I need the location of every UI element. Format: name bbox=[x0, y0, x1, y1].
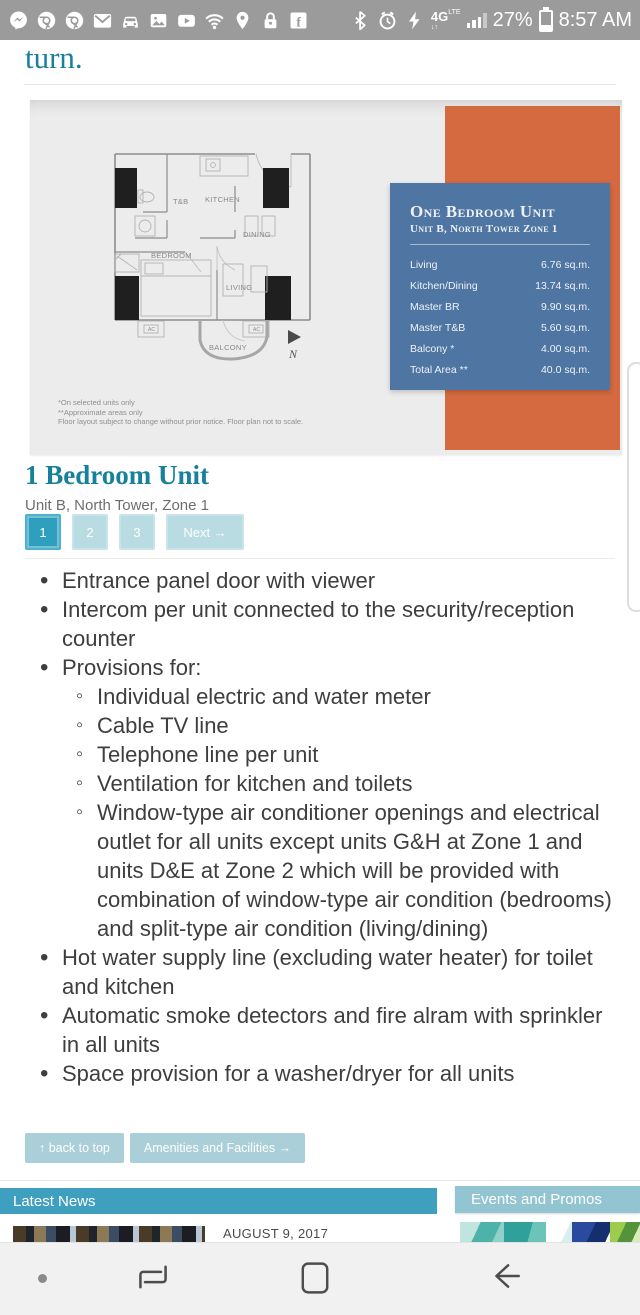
feature-item: • Intercom per unit connected to the security/reception counter bbox=[0, 595, 616, 653]
area-row: Balcony * 4.00 sq.m. bbox=[410, 342, 590, 355]
room-label-tb: T&B bbox=[173, 197, 189, 206]
area-row: Living 6.76 sq.m. bbox=[410, 258, 590, 271]
feature-sub-item: ◦ Window-type air conditioner openings and electrical outlet for all units except units G&H at Zone 1 and units D&E at Zone 2 which will be provided with combination of window-type air condition (bedrooms) and split-type air condition (living/dining) bbox=[62, 798, 616, 943]
bluetooth-icon bbox=[350, 10, 371, 31]
pagination-page-1[interactable]: 1 bbox=[25, 514, 61, 550]
pagination-next-button[interactable]: Next → bbox=[166, 514, 244, 550]
room-label-dining: DINING bbox=[243, 230, 272, 239]
unit-subtitle: Unit B, North Tower, Zone 1 bbox=[25, 497, 209, 514]
feature-sub-item: ◦ Ventilation for kitchen and toilets bbox=[62, 769, 616, 798]
notification-icons bbox=[8, 10, 309, 31]
status-bar bbox=[0, 0, 640, 40]
gallery-icon bbox=[148, 10, 169, 31]
android-navigation-bar bbox=[0, 1242, 640, 1315]
pagination bbox=[25, 514, 244, 550]
feature-item: • Space provision for a washer/dryer for all units bbox=[0, 1059, 616, 1088]
ac-label: AC bbox=[253, 327, 260, 333]
area-row: Kitchen/Dining 13.74 sq.m. bbox=[410, 279, 590, 292]
panel-subtitle: Unit B, North Tower Zone 1 bbox=[410, 222, 558, 235]
area-row: Master BR 9.90 sq.m. bbox=[410, 300, 590, 313]
lock-icon bbox=[260, 10, 281, 31]
chrome-icon bbox=[64, 10, 85, 31]
floor-plan-image[interactable] bbox=[30, 100, 622, 455]
room-label-bedroom: BEDROOM bbox=[151, 251, 192, 260]
page-title-fragment: turn. bbox=[25, 40, 83, 75]
panel-divider bbox=[410, 244, 590, 245]
panel-title: One Bedroom Unit bbox=[410, 202, 556, 221]
chrome-icon bbox=[36, 10, 57, 31]
news-article-date: AUGUST 9, 2017 bbox=[223, 1226, 329, 1241]
divider bbox=[25, 558, 615, 559]
events-promos-header: Events and Promos bbox=[455, 1186, 640, 1213]
feature-item: • Hot water supply line (excluding water heater) for toilet and kitchen bbox=[0, 943, 616, 1001]
latest-news-header: Latest News bbox=[0, 1188, 437, 1214]
room-label-living: LIVING bbox=[226, 283, 253, 292]
recent-apps-icon[interactable] bbox=[138, 1261, 168, 1293]
system-status-icons bbox=[350, 8, 632, 32]
feature-sub-item: ◦ Telephone line per unit bbox=[62, 740, 616, 769]
floor-plan-fine-print: *On selected units only **Approximate areas only Floor layout subject to change without prior notice. Floor plan not to scale. bbox=[58, 398, 304, 426]
scrollbar[interactable] bbox=[627, 362, 640, 612]
gmail-icon bbox=[92, 10, 113, 31]
feature-sub-item: ◦ Cable TV line bbox=[62, 711, 616, 740]
edge-panel-handle-icon[interactable] bbox=[38, 1274, 47, 1283]
home-button-icon[interactable] bbox=[300, 1261, 330, 1295]
facebook-icon bbox=[288, 10, 309, 31]
car-icon bbox=[120, 10, 141, 31]
area-row: Master T&B 5.60 sq.m. bbox=[410, 321, 590, 334]
unit-info-panel bbox=[390, 183, 610, 390]
pagination-page-2[interactable]: 2 bbox=[72, 514, 108, 550]
maps-icon bbox=[232, 10, 253, 31]
divider bbox=[0, 1180, 640, 1181]
power-saving-icon bbox=[404, 10, 425, 31]
battery-icon bbox=[539, 10, 553, 32]
north-label: N bbox=[289, 347, 298, 361]
feature-item: • Automatic smoke detectors and fire alram with sprinkler in all units bbox=[0, 1001, 616, 1059]
area-row: Total Area ** 40.0 sq.m. bbox=[410, 363, 590, 376]
messenger-icon bbox=[8, 10, 29, 31]
alarm-icon bbox=[377, 10, 398, 31]
amenities-facilities-button[interactable]: Amenities and Facilities → bbox=[130, 1133, 305, 1163]
signal-bars-icon bbox=[467, 12, 487, 28]
page-title: 1 Bedroom Unit bbox=[25, 460, 210, 490]
svg-text:f: f bbox=[296, 13, 301, 29]
room-label-balcony: BALCONY bbox=[209, 343, 247, 352]
wifi-icon bbox=[204, 10, 225, 31]
feature-item: • Entrance panel door with viewer bbox=[0, 566, 616, 595]
features-list bbox=[0, 566, 616, 1088]
feature-sub-item: ◦ Individual electric and water meter bbox=[62, 682, 616, 711]
ac-label: AC bbox=[148, 327, 155, 333]
north-arrow-icon bbox=[288, 330, 301, 344]
youtube-icon bbox=[176, 10, 197, 31]
feature-item: • Provisions for: ◦ Individual electric and water meter ◦ Cable TV line ◦ Telephone line per unit ◦ Ventilation for kitchen and toilets ◦ Window-type air conditioner openings and electrical outlet for all units except units G&H at Zone 1 and units D&E at Zone 2 which will be provided with combination of window-type air condition (bedrooms) and split-type air condition (living/dining) bbox=[0, 653, 616, 943]
footer-buttons bbox=[25, 1133, 305, 1163]
network-type-indicator: $4G^{LTE}$ ↓↑ bbox=[430, 9, 461, 31]
room-label-kitchen: KITCHEN bbox=[205, 195, 241, 204]
divider bbox=[25, 84, 615, 85]
back-button-icon[interactable] bbox=[490, 1261, 522, 1291]
pagination-page-3[interactable]: 3 bbox=[119, 514, 155, 550]
floor-plan-drawing bbox=[105, 142, 355, 382]
clock: 8:57 AM bbox=[558, 8, 632, 31]
battery-percent: 27% bbox=[492, 8, 533, 31]
back-to-top-button[interactable]: ↑ back to top bbox=[25, 1133, 124, 1163]
